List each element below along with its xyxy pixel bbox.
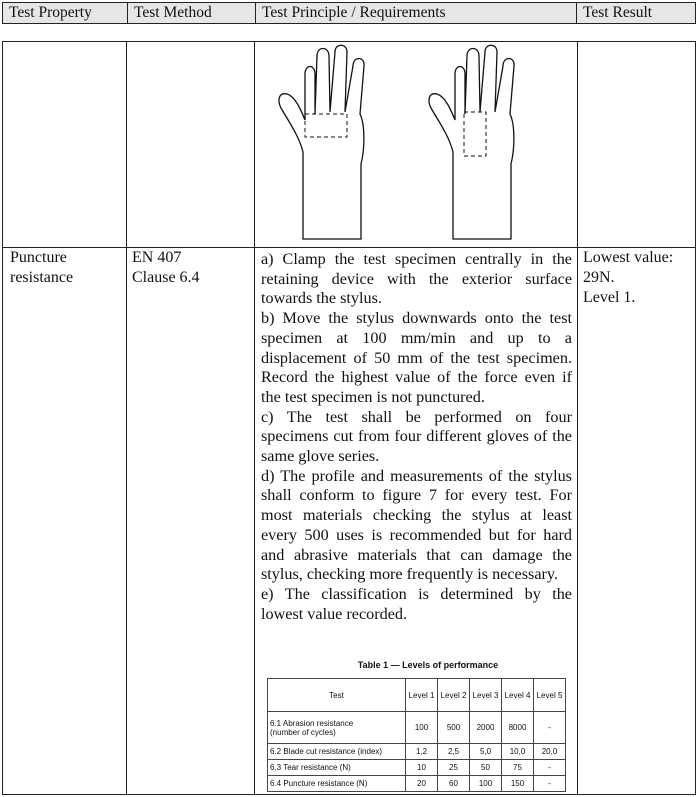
table-row: [268, 776, 566, 792]
left-specimen-area: [305, 114, 347, 137]
levels-header-test: Test: [268, 679, 406, 712]
row-value: 100: [406, 712, 438, 744]
method-standard: EN 407: [132, 249, 182, 266]
row-value: 75: [502, 760, 534, 776]
row-test-name: 6.4 Puncture resistance (N): [268, 776, 406, 792]
levels-header-level-5: Level 5: [534, 679, 566, 712]
glove-specimen-figure: [275, 44, 575, 244]
header-row: [2, 2, 696, 24]
header-test-method: Test Method: [128, 3, 256, 23]
principle-step-c: c) The test shall be performed on four specimens cut from four different gloves of the same glove series.: [261, 407, 572, 466]
row-value: -: [534, 712, 566, 744]
row-value: 20,0: [534, 744, 566, 760]
row-test-name: 6.2 Blade cut resistance (index): [268, 744, 406, 760]
row-value: 150: [502, 776, 534, 792]
test-result-cell: [583, 248, 695, 308]
row-value: 500: [438, 712, 470, 744]
row-value: 10,0: [502, 744, 534, 760]
row-value: -: [534, 760, 566, 776]
column-divider: [577, 42, 578, 794]
row-value: 2000: [470, 712, 502, 744]
row-value: 20: [406, 776, 438, 792]
header-test-principle: Test Principle / Requirements: [256, 3, 577, 23]
table-row: [268, 712, 566, 744]
row-test-name: 6.3 Tear resistance (N): [268, 760, 406, 776]
header-test-result: Test Result: [583, 4, 653, 21]
row-value: 25: [438, 760, 470, 776]
levels-header-level-3: Level 3: [470, 679, 502, 712]
requirements-table: [2, 41, 696, 795]
principle-step-d: d) The profile and measurements of the stylus shall conform to figure 7 for every test. For most materials checking the stylus at least every 500 uses is recommended but for hard and abrasive materials that can damage the stylus, checking more frequently is necessary.: [261, 466, 572, 584]
result-level: Level 1.: [583, 289, 636, 306]
row-test-name: 6.1 Abrasion resistance: [270, 718, 354, 728]
principle-step-e: e) The classification is determined by the lowest value recorded.: [261, 584, 572, 623]
row-value: -: [534, 776, 566, 792]
left-glove-outline: [279, 45, 364, 239]
result-value: 29N.: [583, 269, 615, 286]
test-property-cell: Puncture resistance: [10, 249, 74, 286]
row-value: 5,0: [470, 744, 502, 760]
levels-header-level-4: Level 4: [502, 679, 534, 712]
table-row: [268, 744, 566, 760]
header-test-property: Test Property: [3, 3, 128, 23]
column-divider: [254, 42, 255, 794]
levels-of-performance-table: [267, 678, 566, 792]
row-value: 10: [406, 760, 438, 776]
levels-header-level-2: Level 2: [438, 679, 470, 712]
test-principle-cell: [261, 250, 572, 624]
levels-table-title: Table 1 — Levels of performance: [357, 660, 499, 670]
principle-step-b: b) Move the stylus downwards onto the test specimen at 100 mm/min and up to a displacement of 50 mm of the test specimen. Record the highest value of the force even if the test specimen is not punctured.: [261, 309, 572, 406]
levels-header-level-1: Level 1: [406, 679, 438, 712]
column-divider: [126, 42, 127, 794]
result-lowest-value-label: Lowest value:: [583, 249, 674, 266]
row-test-label: [268, 712, 406, 744]
table-row: [268, 760, 566, 776]
right-specimen-area: [464, 112, 486, 156]
row-value: 60: [438, 776, 470, 792]
row-value: 1,2: [406, 744, 438, 760]
principle-step-a: a) Clamp the test specimen centrally in the retaining device with the exterior surface towards the stylus.: [261, 250, 572, 308]
row-test-sub: (number of cycles): [270, 727, 336, 737]
method-clause: Clause 6.4: [132, 269, 200, 286]
row-value: 8000: [502, 712, 534, 744]
right-glove-outline: [429, 45, 514, 239]
row-value: 50: [470, 760, 502, 776]
test-method-cell: [132, 248, 247, 288]
levels-table-header: [268, 679, 566, 712]
row-value: 100: [470, 776, 502, 792]
row-value: 2,5: [438, 744, 470, 760]
